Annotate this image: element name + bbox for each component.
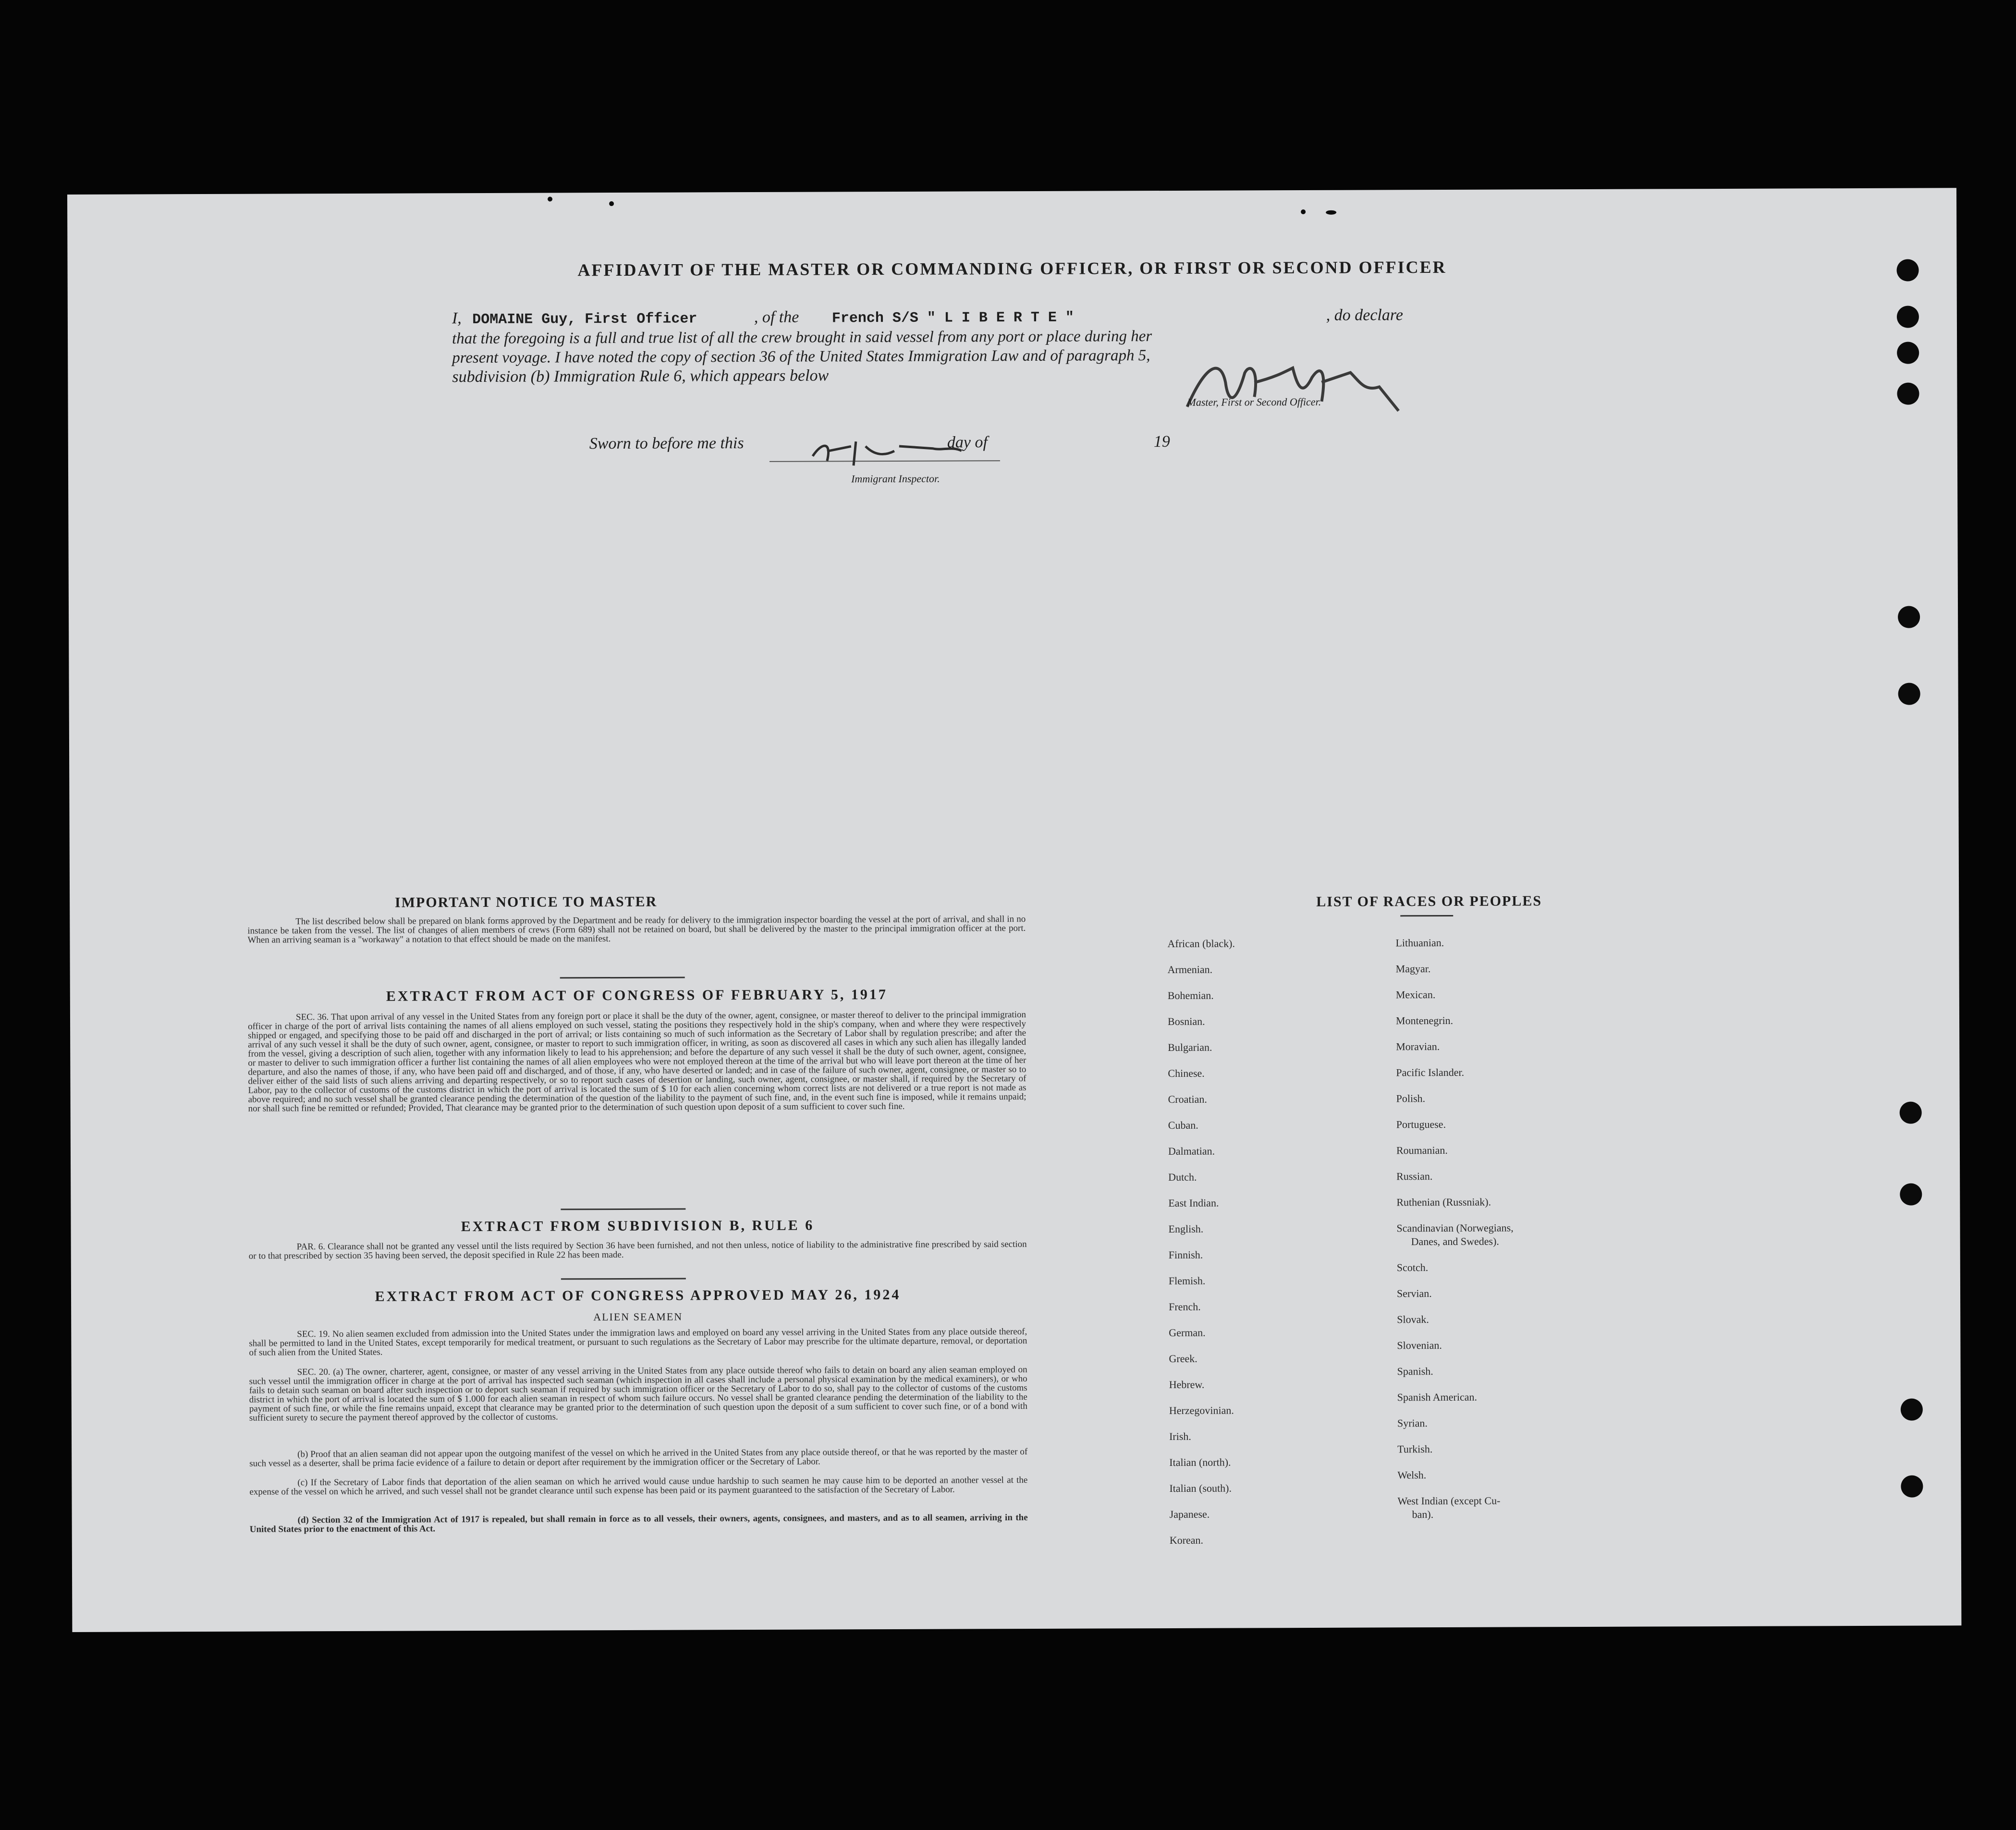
race-item: Italian (north).: [1169, 1456, 1231, 1469]
race-item: Japanese.: [1169, 1508, 1210, 1521]
race-item: African (black).: [1167, 937, 1235, 950]
race-item: Bosnian.: [1167, 1015, 1205, 1028]
binder-hole: [1901, 1476, 1923, 1498]
affidavit-line-2: that the foregoing is a full and true list of all the crew brought in said vessel from any port or place during her: [452, 328, 1152, 348]
race-item: Roumanian.: [1396, 1144, 1448, 1157]
race-item: Danes, and Swedes).: [1411, 1235, 1499, 1248]
extract-1917-body: SEC. 36. That upon arrival of any vessel in the United States from any foreign port or place it shall be the duty of the owner, agent, consignee, or master thereof to deliver to the principal immigration officer in charge of the port of arrival lists containing the names of all aliens employed on such vessel, stating the positions they respectively hold in the ship's company, when and where they were respectively shipped or engaged, and specifying those to be paid off and discharged in the port of arrival; or lists containing so much of such information as the Secretary of Labor shall by regulation prescribe; and after the arrival of any such vessel it shall be the duty of such owner, agent, consignee, or master to report to such immigration officer, in writing, as soon as discovered all cases in which any such alien has illegally landed from the vessel, giving a description of such alien, together with any information likely to lead to his apprehension; and before the departure of any such vessel it shall be the duty of such owner, agent, consignee, or master to deliver to such immigration officer a further list containing the names of all alien employees who were not employed thereon at the time of the arrival but who will leave port thereon at the time of her departure, and also the names of those, if any, who have been paid off and discharged, and of those, if any, who have deserted or landed; and in case of the failure of such owner, agent, consignee, or master so to deliver either of the said lists of such aliens arriving and departing respectively, or so to report such cases of desertion or landing, such owner, agent, consignee, or master shall, if required by the Secretary of Labor, pay to the collector of customs of the customs district in which the port of arrival is located the sum of $ 10 for each alien concerning whom correct lists are not delivered or a true report is not made as above required; and no such vessel shall be granted clearance pending the determination of the question of the liability to the payment of such fine, and, in the event such fine is imposed, while it remains unpaid; nor shall such fine be remitted or refunded; Provided, That clearance may be granted prior to the determination of such question upon deposit of a sum sufficient to cover such fine.: [248, 1010, 1026, 1114]
races-title: LIST OF RACES OR PEOPLES: [1316, 893, 1542, 910]
race-item: Bulgarian.: [1168, 1041, 1212, 1054]
race-item: Herzegovinian.: [1169, 1404, 1234, 1417]
race-item: Servian.: [1396, 1287, 1432, 1300]
sworn-text: Sworn to before me this: [589, 434, 744, 453]
race-item: West Indian (except Cu-: [1397, 1494, 1501, 1507]
race-item: Italian (south).: [1169, 1482, 1232, 1495]
affidavit-declare: , do declare: [1326, 306, 1403, 324]
binder-hole: [1897, 383, 1919, 405]
race-item: Portuguese.: [1396, 1118, 1446, 1131]
race-item: Syrian.: [1397, 1417, 1428, 1429]
affidavit-prefix: I,: [452, 309, 462, 328]
race-item: Slovak.: [1397, 1313, 1429, 1326]
ink-speck: [1301, 209, 1306, 214]
race-item: Polish.: [1396, 1092, 1426, 1105]
section-divider: [560, 977, 685, 979]
ink-speck: [609, 201, 614, 206]
race-item: East Indian.: [1168, 1196, 1219, 1209]
inspector-signature: [808, 431, 971, 470]
race-item: Welsh.: [1397, 1469, 1427, 1481]
race-item: Dalmatian.: [1168, 1145, 1215, 1158]
affidavit-line-4: subdivision (b) Immigration Rule 6, which appears below: [452, 366, 829, 386]
ink-speck: [548, 196, 552, 201]
binder-hole: [1897, 342, 1919, 364]
ink-speck: [1326, 210, 1336, 215]
notice-title: IMPORTANT NOTICE TO MASTER: [394, 893, 658, 911]
alien-seamen-subtitle: ALIEN SEAMEN: [593, 1310, 683, 1323]
races-right-column: [67, 188, 1956, 195]
section-divider: [561, 1278, 686, 1280]
extract-1924-sec20c: (c) If the Secretary of Labor finds that deportation of the alien seaman on which he arrived would cause undue hardship to such seamen he may cause him to be deported an another vessel at the expense of the vessel on which he arrived, and such vessel shall not be grandet clearance until such expense has been paid or its payment guaranteed to the satisfaction of the Secretary of Labor.: [249, 1475, 1028, 1497]
binder-hole: [1898, 683, 1920, 705]
extract-1924-sec20d: (d) Section 32 of the Immigration Act of 1917 is repealed, but shall remain in force as to all vessels, their owners, agents, consignees, and masters, and as to all seamen, arriving in the United States prior to the enactment of this Act.: [249, 1513, 1028, 1535]
extract-rule6-title: EXTRACT FROM SUBDIVISION B, RULE 6: [461, 1217, 815, 1235]
race-item: Ruthenian (Russniak).: [1396, 1196, 1491, 1208]
race-item: Pacific Islander.: [1396, 1066, 1465, 1079]
race-item: Spanish.: [1397, 1365, 1433, 1378]
binder-hole: [1898, 606, 1920, 628]
races-left-column: [67, 188, 1956, 195]
race-item: Chinese.: [1168, 1067, 1205, 1080]
race-item: Scandinavian (Norwegians,: [1396, 1221, 1514, 1234]
race-item: Scotch.: [1396, 1261, 1429, 1274]
race-item: Russian.: [1396, 1170, 1433, 1183]
races-title-underline: [1400, 915, 1453, 916]
race-item: Flemish.: [1168, 1274, 1206, 1287]
race-item: Armenian.: [1167, 963, 1213, 976]
race-item: Bohemian.: [1167, 989, 1214, 1002]
binder-hole: [1900, 1102, 1922, 1124]
race-item: Moravian.: [1396, 1040, 1440, 1053]
race-item: English.: [1168, 1222, 1204, 1235]
officer-signature: [1177, 353, 1403, 421]
race-item: Croatian.: [1168, 1093, 1207, 1106]
extract-1924-title: EXTRACT FROM ACT OF CONGRESS APPROVED MAY 26, 1924: [375, 1286, 901, 1305]
affidavit-of-the: , of the: [754, 308, 799, 327]
extract-rule6-body: PAR. 6. Clearance shall not be granted any vessel until the lists required by Section 36 have been furnished, and not then unless, notice of liability to the administrative fine prescribed by said section or to that prescribed by section 35 having been served, the deposit specified in Rule 22 has been made.: [248, 1239, 1027, 1261]
vessel-name-field: French S/S " L I B E R T E ": [831, 309, 1074, 327]
race-item: Greek.: [1169, 1352, 1197, 1365]
race-item: German.: [1169, 1326, 1206, 1339]
officer-caption: Master, First or Second Officer.: [1187, 395, 1321, 408]
race-item: Mexican.: [1395, 988, 1436, 1001]
race-item: Dutch.: [1168, 1171, 1197, 1183]
binder-hole: [1897, 306, 1919, 328]
race-item: Cuban.: [1168, 1119, 1198, 1132]
section-divider: [561, 1208, 685, 1210]
binder-hole: [1901, 1399, 1923, 1421]
officer-name-field: DOMAINE Guy, First Officer: [472, 311, 697, 329]
extract-1924-sec19: SEC. 19. No alien seamen excluded from admission into the United States under the immigration laws and employed on board any vessel arriving in the United States from any place outside thereof, shall be permitted to land in the United States, except temporarily for medical treatment, or pursuant to such regulations as the Secretary of Labor may prescribe for the ultimate departure, removal, or deportation of such alien from the United States.: [249, 1327, 1027, 1358]
race-item: Lithuanian.: [1395, 937, 1444, 949]
inspector-caption: Immigrant Inspector.: [851, 472, 940, 485]
race-item: Spanish American.: [1397, 1391, 1478, 1403]
race-item: Irish.: [1169, 1430, 1191, 1443]
race-item: Magyar.: [1395, 963, 1431, 975]
extract-1924-sec20b: (b) Proof that an alien seaman did not appear upon the outgoing manifest of the vessel on which he arrived in the United States from any place outside thereof, or that he was reported by the master of such vessel as a deserter, shall be prima facie evidence of a failure to detain or deport after requirement by the immigration officer or the Secretary of Labor.: [249, 1447, 1028, 1469]
extract-1924-sec20a: SEC. 20. (a) The owner, charterer, agent, consignee, or master of any vessel arriving in the United States from any place outside thereof who fails to detain on board any alien seaman employed on such vessel until the immigration officer in charge at the port of arrival has inspected such seaman (which inspection in all cases shall include a personal physical examination by the medical examiners), or who fails to detain such seaman on board after such inspection or to deport such seaman if required by such immigration officer or the Secretary of Labor to do so, shall pay to the collector of customs of the customs district in which the port of arrival is located the sum of $ 1.000 for each alien seaman in respect of whom such failure occurs. No vessel shall be granted clearance pending the determination of the liability to the payment of such fine, or while the fine remains unpaid, except that clearance may be granted prior to the determination of such question upon the deposit of a sum sufficient to cover such fine, or of a bond with sufficient surety to secure the payment thereof approved by the collector of customs.: [249, 1365, 1027, 1423]
race-item: French.: [1169, 1300, 1201, 1313]
affidavit-title: AFFIDAVIT OF THE MASTER OR COMMANDING OFFICER, OR FIRST OR SECOND OFFICER: [577, 257, 1447, 280]
race-item: ban).: [1412, 1508, 1434, 1521]
race-item: Hebrew.: [1169, 1378, 1205, 1391]
year-prefix: 19: [1153, 432, 1170, 451]
document-sheet: [67, 188, 1961, 1632]
notice-body: The list described below shall be prepared on blank forms approved by the Department and be ready for delivery to the immigration inspector boarding the vessel at the port of arrival, and shall in no instance be taken from the vessel. The list of changes of alien members of crews (Form 689) shall not be retained on board, but shall be delivered by the master to the principal immigration officer at the port. When an arriving seaman is a "workaway" a notation to that effect should be made on the manifest.: [247, 914, 1026, 945]
race-item: Slovenian.: [1397, 1339, 1442, 1352]
day-of-text: day of: [947, 433, 988, 451]
race-item: Montenegrin.: [1395, 1014, 1454, 1027]
race-item: Turkish.: [1397, 1443, 1433, 1455]
binder-hole: [1900, 1183, 1922, 1206]
race-item: Finnish.: [1168, 1248, 1203, 1261]
extract-1917-title: EXTRACT FROM ACT OF CONGRESS OF FEBRUARY 5, 1917: [386, 987, 888, 1004]
affidavit-line-3: present voyage. I have noted the copy of section 36 of the United States Immigration Law and of paragraph 5,: [452, 347, 1150, 367]
race-item: Korean.: [1169, 1534, 1204, 1547]
